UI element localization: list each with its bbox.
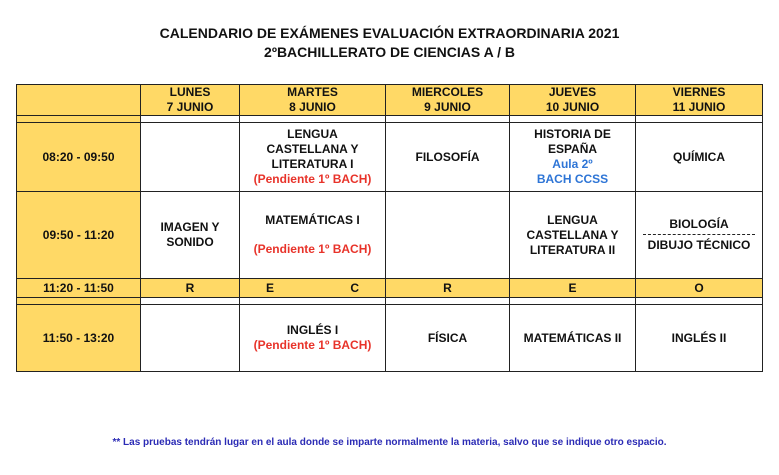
exam-subject: DIBUJO TÉCNICO	[647, 238, 751, 252]
break-letter: C	[350, 280, 359, 295]
exam-cell	[510, 192, 636, 279]
exam-subject: FILOSOFÍA	[415, 149, 480, 164]
exam-cell	[636, 305, 763, 372]
break-row	[17, 279, 763, 298]
exam-cell	[240, 192, 386, 279]
day-name: VIERNES	[672, 85, 726, 99]
dashed-separator	[643, 234, 755, 235]
day-date: 10 JUNIO	[545, 100, 600, 114]
exam-cell	[510, 123, 636, 192]
day-date: 8 JUNIO	[289, 100, 336, 114]
page-subtitle: 2ºBACHILLERATO DE CIENCIAS A / B	[264, 44, 515, 60]
exam-cell	[636, 123, 763, 192]
slot-row-1	[17, 123, 763, 192]
break-letter: O	[636, 279, 763, 298]
day-header-tuesday	[240, 85, 386, 116]
spacer-row	[17, 116, 763, 123]
exam-cell	[240, 123, 386, 192]
exam-cell	[141, 192, 240, 279]
slot-row-3	[17, 305, 763, 372]
day-header-thursday	[510, 85, 636, 116]
pending-note: (Pendiente 1º BACH)	[253, 338, 372, 352]
break-letter: E	[266, 280, 275, 295]
exam-cell-empty	[386, 192, 510, 279]
room-note: Aula 2º BACH CCSS	[536, 157, 609, 186]
exam-calendar-table	[16, 84, 763, 372]
corner-cell	[17, 85, 141, 116]
time-slot: 11:20 - 11:50	[17, 279, 141, 298]
exam-subject: MATEMÁTICAS II	[523, 330, 622, 345]
break-letter: R	[141, 279, 240, 298]
exam-subject: QUÍMICA	[673, 149, 725, 164]
day-name: JUEVES	[548, 85, 597, 99]
exam-cell	[510, 305, 636, 372]
slot-row-2	[17, 192, 763, 279]
day-name: MIERCOLES	[411, 85, 484, 99]
break-letters-cell	[240, 279, 386, 298]
exam-cell-empty	[141, 123, 240, 192]
day-date: 9 JUNIO	[424, 100, 471, 114]
pending-note: (Pendiente 1º BACH)	[253, 242, 372, 256]
exam-subject: BIOLOGÍA	[669, 217, 729, 231]
day-name: MARTES	[287, 85, 338, 99]
exam-subject: INGLÉS II	[671, 330, 727, 345]
exam-cell	[386, 123, 510, 192]
exam-subject: MATEMÁTICAS I	[265, 213, 360, 227]
page-title: CALENDARIO DE EXÁMENES EVALUACIÓN EXTRAORDINARIA 2021	[159, 25, 620, 41]
time-slot: 11:50 - 13:20	[17, 305, 141, 372]
break-letter: E	[510, 279, 636, 298]
exam-subject: LENGUA CASTELLANA Y LITERATURA I	[266, 127, 359, 171]
time-slot: 08:20 - 09:50	[17, 123, 141, 192]
header-row	[17, 85, 763, 116]
day-date: 11 JUNIO	[672, 100, 726, 114]
exam-cell-empty	[141, 305, 240, 372]
day-name: LUNES	[169, 85, 211, 99]
exam-subject: HISTORIA DE ESPAÑA	[534, 127, 611, 156]
exam-subject: FÍSICA	[427, 330, 468, 345]
exam-cell	[636, 192, 763, 279]
exam-cell	[386, 305, 510, 372]
day-date: 7 JUNIO	[166, 100, 214, 114]
day-header-monday	[141, 85, 240, 116]
time-slot: 09:50 - 11:20	[17, 192, 141, 279]
exam-subject: LENGUA CASTELLANA Y LITERATURA II	[526, 212, 619, 257]
exam-cell	[240, 305, 386, 372]
exam-subject: INGLÉS I	[286, 323, 339, 337]
day-header-wednesday	[386, 85, 510, 116]
day-header-friday	[636, 85, 763, 116]
exam-subject: IMAGEN Y SONIDO	[160, 220, 220, 249]
spacer-row	[17, 298, 763, 305]
break-letter: R	[386, 279, 510, 298]
footnote: ** Las pruebas tendrán lugar en el aula donde se imparte normalmente la materia, salvo que se indique otro espacio.	[112, 437, 667, 448]
pending-note: (Pendiente 1º BACH)	[253, 172, 372, 186]
